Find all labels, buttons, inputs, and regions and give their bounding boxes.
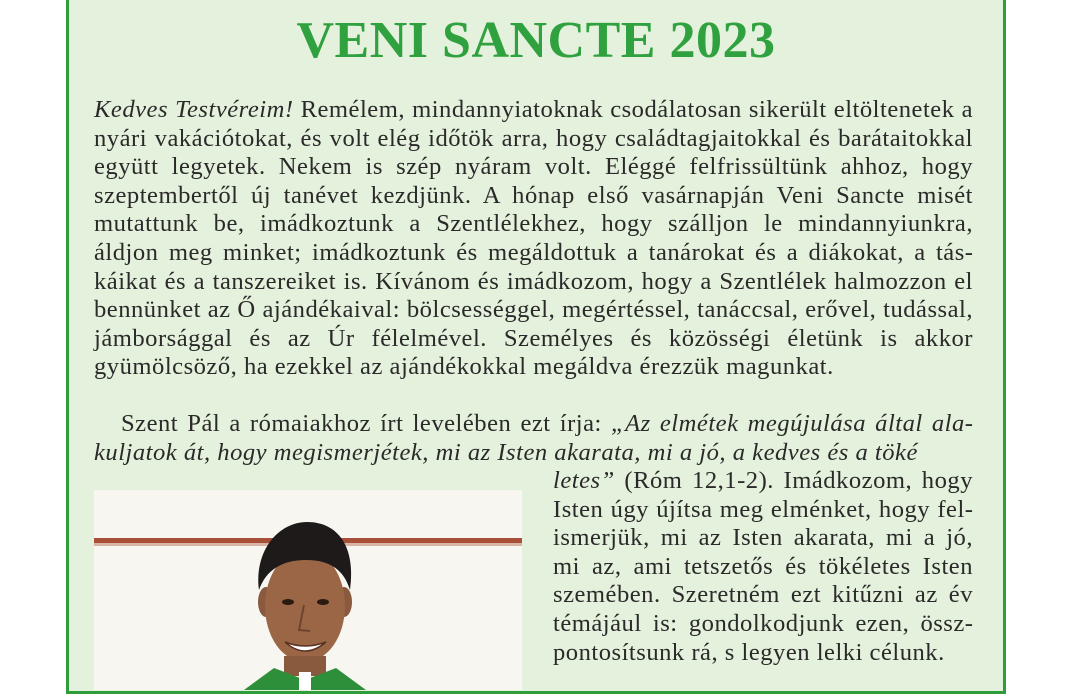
article-title: VENI SANCTE 2023 — [296, 12, 776, 69]
bible-quote: „Az elmétek megújulása által alakuljatok át, hogy megismerjétek, mi az Isten akarata, mi a jó, a kedves és a töké — [94, 410, 973, 466]
bible-quote-end: letes” — [553, 467, 615, 494]
paragraph-1 — [94, 96, 973, 382]
paragraph-2-continued — [553, 467, 973, 667]
article-panel — [66, 0, 1006, 694]
bible-reference: (Róm 12,1-2). Imádkozom, hogy Isten úgy újítsa meg elménket, hogy felismerjük, mi az Isten akarata, mi a jó, mi az, ami tetszetős és tökéletes Isten szemében. Szeretném ezt kitűzni az év témájául is: gondolkodjunk ezen, össz pontosítsunk rá, s legyen lelki célunk. — [553, 467, 973, 666]
paragraph-2 — [94, 410, 973, 467]
paragraph-2-intro: Szent Pál a rómaiakhoz írt levelében ezt írja: — [121, 410, 611, 437]
paragraph-1-body: Remélem, mindannyiatoknak csodálatosan sikerült eltöltenetek a nyári vakációtokat, és volt elég időtök arra, hogy családtagjaitokkal és barátaitokkal együtt legyetek. Nekem is szép nyáram volt. Eléggé felfrissültünk ahhoz, hogy szeptembertől új tanévet kezdjünk. A hónap első vasárnapján Veni Sancte misét mutattunk be, imádkoztunk a Szentlélekhez, hogy szálljon le mindannyiunkra, áldjon meg minket; imádkoztunk és megáldottuk a tanárokat és a diákokat, a táskáikat és a tanszereiket is. Kívánom és imádkozom, hogy a Szentlélek halmozzon el bennünket az Ő ajándékaival: bölcsességgel, megértéssel, tanáccsal, erővel, tudással, jámborsággal és az Úr félelmével. Személyes és közösségi életünk is akkor gyümölcsöző, ha ezekkel az ajándékokkal megáldva érezzük magunkat. — [94, 96, 973, 381]
greeting: Kedves Testvéreim! — [94, 96, 294, 123]
portrait-photo — [94, 490, 522, 690]
